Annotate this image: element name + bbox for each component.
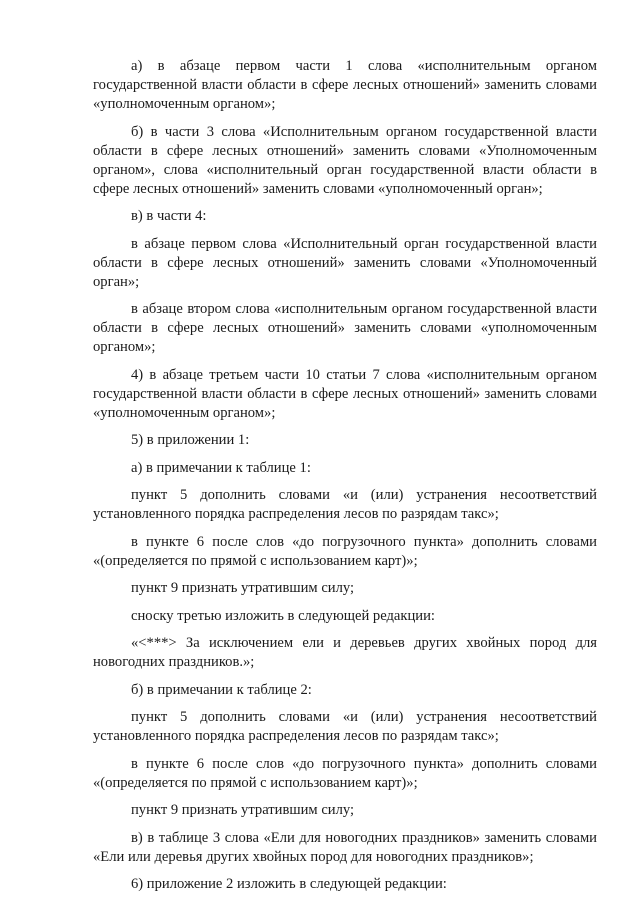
paragraph-3: в) в части 4: <box>131 208 207 224</box>
paragraph-4: в абзаце первом слова «Исполнительный орган государственной власти области в сфере лесных отношений» заменить словами «Уполномоченный орган»; <box>93 235 597 290</box>
paragraph-12: сноску третью изложить в следующей редакции: <box>131 607 435 624</box>
paragraph-8: а) в примечании к таблице 1: <box>131 459 311 476</box>
paragraph-16: в пункте 6 после слов «до погрузочного пункта» дополнить словами «(определяется по прямой с использованием карт)»; <box>93 755 597 791</box>
paragraph-6: 4) в абзаце третьем части 10 статьи 7 слова «исполнительным органом государственной власти области в сфере лесных отношений» заменить словами «уполномоченным органом»; <box>93 366 597 421</box>
paragraph-17: пункт 9 признать утратившим силу; <box>131 802 355 818</box>
paragraph-2: б) в части 3 слова «Исполнительным органом государственной власти области в сфере лесных отношений» заменить словами «Уполномоченным органом», слова «исполнительный орган государственной власти области в сфере лесных отношений» заменить словами «уполномоченный орган»; <box>93 123 597 197</box>
paragraph-5: в абзаце втором слова «исполнительным органом государственной власти области в сфере лесных отношений» заменить словами «уполномоченным органом»; <box>93 301 597 355</box>
paragraph-10: в пункте 6 после слов «до погрузочного пункта» дополнить словами «(определяется по прямой с использованием карт)»; <box>93 533 597 569</box>
document-body <box>93 57 597 903</box>
paragraph-11: пункт 9 признать утратившим силу; <box>131 580 355 596</box>
paragraph-18: в) в таблице 3 слова «Ели для новогодних праздников» заменить словами «Ели или деревья других хвойных пород для новогодних праздников»; <box>93 829 597 865</box>
paragraph-15: пункт 5 дополнить словами «и (или) устранения несоответствий установленного порядка распределения лесов по разрядам такс»; <box>93 709 597 744</box>
paragraph-7: 5) в приложении 1: <box>131 432 250 448</box>
paragraph-19: 6) приложение 2 изложить в следующей редакции: <box>131 876 447 892</box>
paragraph-9: пункт 5 дополнить словами «и (или) устранения несоответствий установленного порядка распределения лесов по разрядам такс»; <box>93 487 597 522</box>
paragraph-14: б) в примечании к таблице 2: <box>131 681 312 698</box>
paragraph-13: «<***> За исключением ели и деревьев других хвойных пород для новогодних праздников.»; <box>93 635 597 670</box>
paragraph-1: а) в абзаце первом части 1 слова «исполнительным органом государственной власти области в сфере лесных отношений» заменить словами «уполномоченным органом»; <box>93 58 597 112</box>
